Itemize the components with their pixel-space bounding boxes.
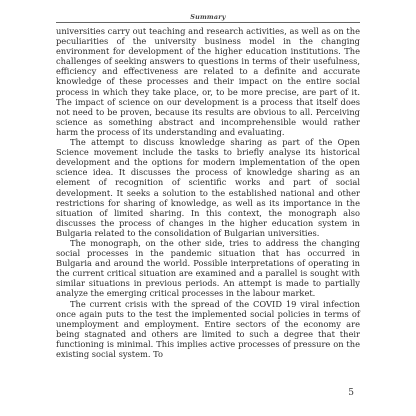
paragraph-continued: universities carry out teaching and research activities, as well as on the peculiarities of the university business model in the changing environment for development of the higher education institutions. The challenges of seeking answers to questions in terms of their usefulness, efficiency and effectiveness are related to a definite and accurate knowledge of these processes and their impact on the entire social process in which they take place, or, to be more precise, are part of it. The impact of science on our development is a process that itself does not need to be proven, because its results are obvious to all. Perceiving science as something abstract and incomprehensible would rather harm the process of its understanding and evaluating. [56, 26, 360, 137]
header-rule [56, 22, 360, 23]
running-title: Summary [190, 13, 226, 21]
paragraph-pandemic: The monograph, on the other side, tries to address the changing social processes in the pandemic situation that has occurred in Bulgaria and around the world. Possible interpretations of operating in the current critical situation are examined and a parallel is sought with similar situations in previous periods. An attempt is made to partially analyze the emerging critical processes in the labour market. [56, 237, 360, 299]
body-text [56, 26, 360, 359]
paragraph-open-science: The attempt to discuss knowledge sharing as part of the Open Science movement include the tasks to briefly analyse its historical development and the options for modern implementation of the open science idea. It discusses the process of knowledge sharing as an element of recognition of scientific works and part of social development. It seeks a solution to the established national and other restrictions for sharing of knowledge, as well as its importance in the situation of limited sharing. In this context, the monograph also discusses the process of changes in the higher education system in Bulgaria related to the consolidation of Bulgarian universities. [56, 137, 360, 238]
paragraph-covid-crisis: The current crisis with the spread of the COVID 19 viral infection once again puts to the test the implemented social policies in terms of unemployment and employment. Entire sectors of the economy are being stagnated and others are limited to such a degree that their functioning is minimal. This implies active processes of pressure on the existing social system. To [56, 298, 360, 359]
page-number: 5 [348, 388, 354, 398]
